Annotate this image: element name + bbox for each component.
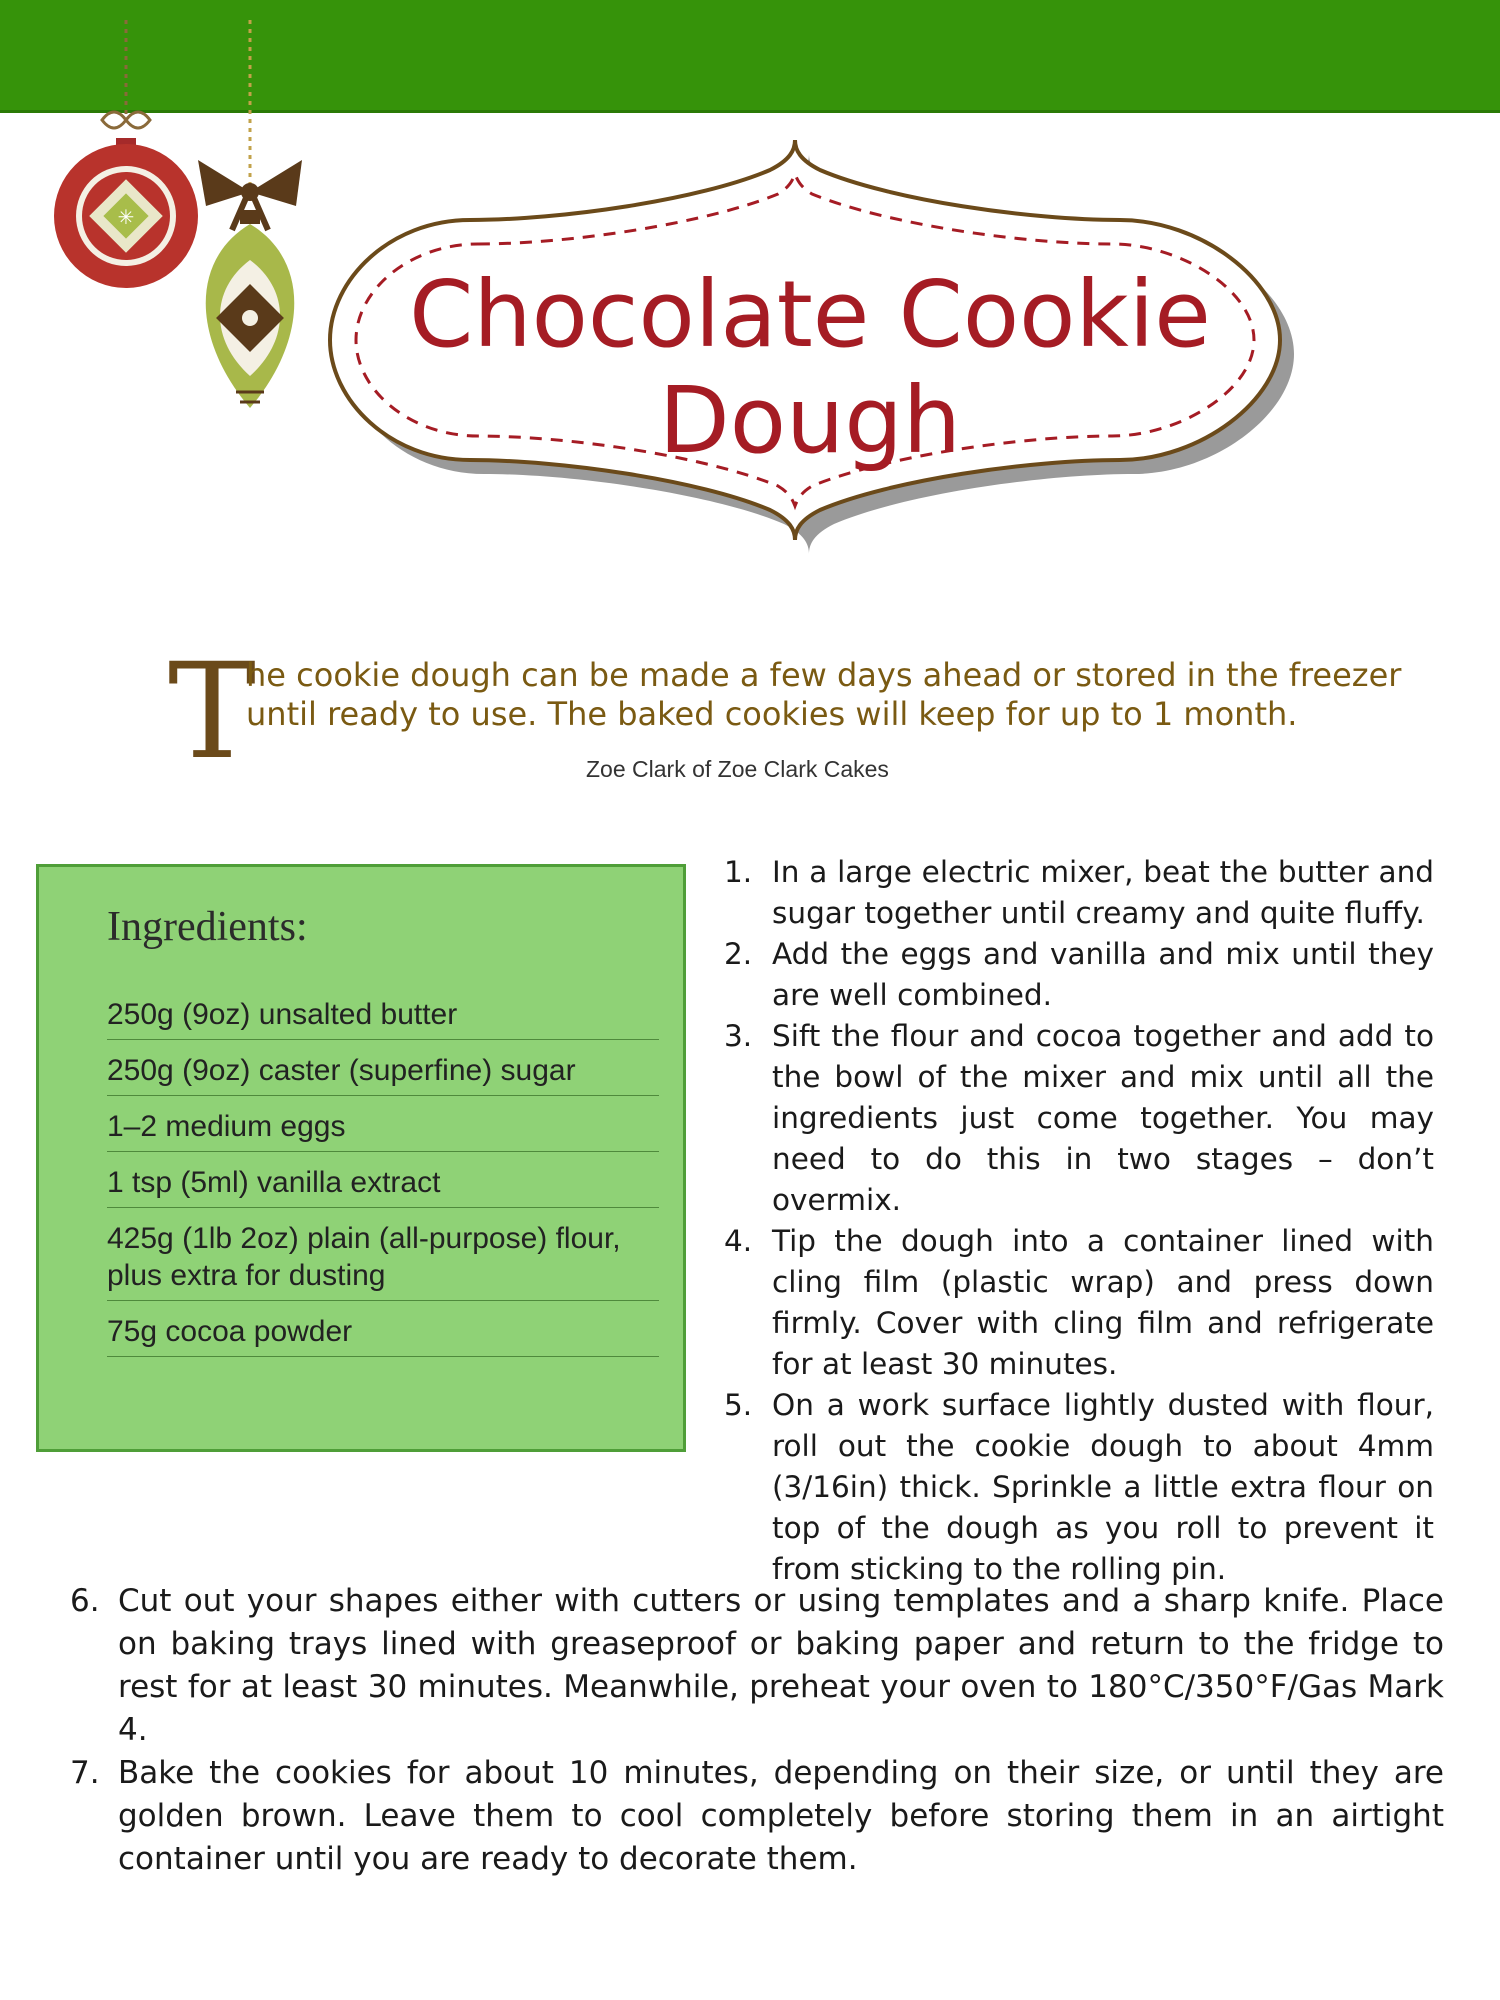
step-text: Bake the cookies for about 10 minutes, depending on their size, or until they are golden brown. Leave them to cool completely before storing them in an airtight container until you are ready to decorate them.: [118, 1755, 1444, 1877]
method-step: [718, 1221, 1434, 1385]
step-number: 1.: [724, 855, 753, 889]
ingredients-list: [107, 991, 659, 1364]
method-step: [718, 1385, 1434, 1590]
ingredient-item: 250g (9oz) unsalted butter: [107, 991, 659, 1040]
ingredient-item: 1 tsp (5ml) vanilla extract: [107, 1159, 659, 1208]
intro-text: he cookie dough can be made a few days ahead or stored in the freezer until ready to use. The baked cookies will keep for up to 1 month.: [246, 656, 1402, 733]
drop-cap: T: [168, 635, 257, 789]
method-step: [64, 1752, 1444, 1881]
christmas-ornaments-icon: [40, 20, 320, 420]
method-step: [718, 852, 1434, 934]
svg-text:✳: ✳: [117, 205, 135, 229]
method-step: [718, 934, 1434, 1016]
step-number: 5.: [724, 1388, 753, 1422]
ingredients-box: [36, 864, 686, 1452]
step-text: Cut out your shapes either with cutters or using templates and a sharp knife. Place on baking trays lined with greaseproof or baking paper and return to the fridge to rest for at least 30 minutes. Meanwhile, preheat your oven to 180°C/350°F/Gas Mark 4.: [118, 1583, 1444, 1748]
method-steps-list-continued: [64, 1580, 1444, 1881]
step-text: On a work surface lightly dusted with flour, roll out the cookie dough to about 4mm (3/16in) thick. Sprinkle a little extra flour on top of the dough as you roll to prevent it from sticking to the rolling pin.: [772, 1388, 1434, 1586]
ingredient-item: 425g (1lb 2oz) plain (all-purpose) flour, plus extra for dusting: [107, 1215, 659, 1301]
ingredient-item: 250g (9oz) caster (superfine) sugar: [107, 1047, 659, 1096]
method-step: [64, 1580, 1444, 1752]
recipe-title: Chocolate Cookie Dough: [409, 261, 1211, 474]
author-byline: Zoe Clark of Zoe Clark Cakes: [586, 756, 889, 782]
step-text: Add the eggs and vanilla and mix until they are well combined.: [772, 937, 1434, 1012]
ingredient-item: 75g cocoa powder: [107, 1308, 659, 1357]
step-number: 3.: [724, 1019, 753, 1053]
step-number: 6.: [70, 1583, 100, 1619]
ingredients-heading: Ingredients:: [107, 904, 308, 950]
step-text: Tip the dough into a container lined with cling film (plastic wrap) and press down firmly. Cover with cling film and refrigerate for at least 30 minutes.: [772, 1224, 1434, 1381]
method-steps-list: [718, 852, 1434, 1590]
step-text: In a large electric mixer, beat the butter and sugar together until creamy and quite fluffy.: [772, 855, 1434, 930]
step-text: Sift the flour and cocoa together and add to the bowl of the mixer and mix until all the ingredients just come together. You may need to do this in two stages – don’t overmix.: [772, 1019, 1434, 1217]
step-number: 2.: [724, 937, 753, 971]
ingredient-item: 1–2 medium eggs: [107, 1103, 659, 1152]
step-number: 7.: [70, 1755, 100, 1791]
step-number: 4.: [724, 1224, 753, 1258]
method-step: [718, 1016, 1434, 1221]
